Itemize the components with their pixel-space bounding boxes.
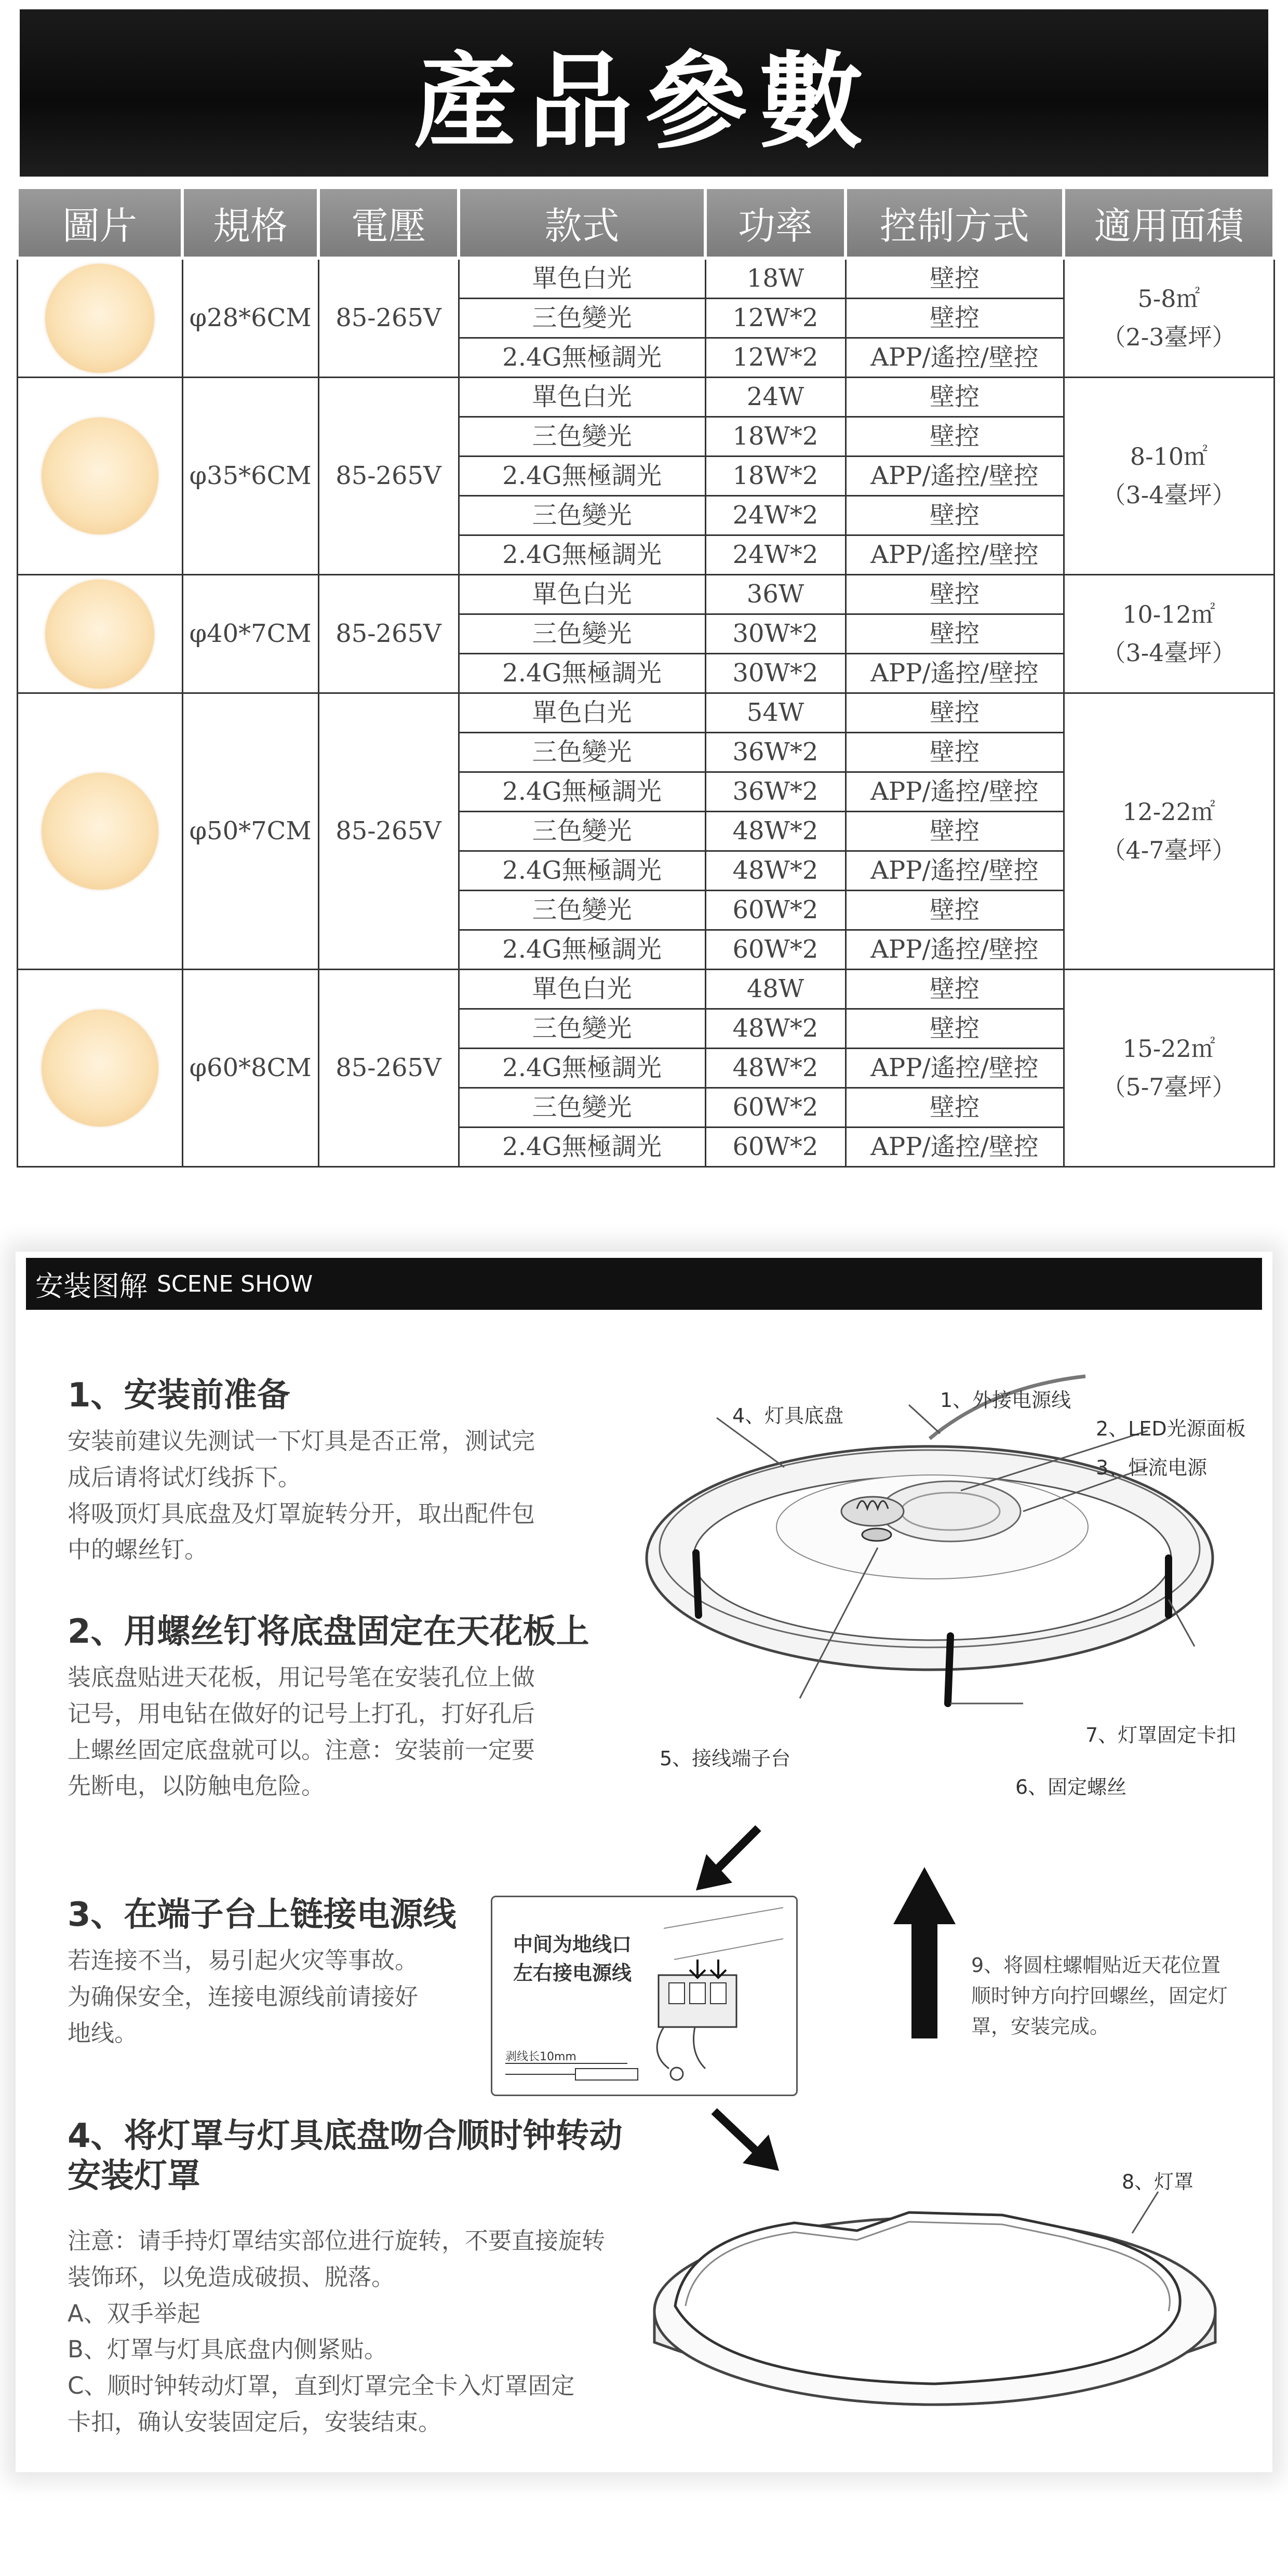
header-power: 功率 (705, 187, 846, 258)
control-cell: 壁控 (846, 970, 1064, 1009)
control-cell: APP/遙控/壁控 (846, 535, 1064, 575)
control-cell: 壁控 (846, 575, 1064, 614)
power-cell: 36W*2 (705, 733, 846, 772)
table-row (17, 970, 1274, 1009)
control-cell: APP/遙控/壁控 (846, 654, 1064, 693)
voltage-cell: 85-265V (318, 378, 459, 575)
arrow-down-left-icon (691, 1823, 769, 1896)
area-cell (1064, 258, 1274, 378)
area-ping: （2-3臺坪） (1102, 323, 1236, 351)
control-cell: 壁控 (846, 1009, 1064, 1049)
step-2-body: 装底盘贴进天花板，用记号笔在安装孔位上做 记号，用电钻在做好的记号上打孔，打好孔后 上螺丝固定底盘就可以。注意：安装前一定要 先断电，以防触电危险。 (68, 1663, 535, 1800)
area-m2: 10-12㎡ (1122, 600, 1215, 628)
lamp-thumbnail (45, 264, 154, 373)
title-banner (20, 9, 1268, 177)
power-cell: 36W*2 (705, 772, 846, 812)
area-ping: （3-4臺坪） (1102, 480, 1236, 509)
power-cell: 30W*2 (705, 654, 846, 693)
step-1-heading: 1、安装前准备 (68, 1376, 290, 1415)
product-image-cell (17, 575, 182, 693)
style-cell: 三色變光 (459, 812, 705, 851)
label-power-cable: 1、外接电源线 (940, 1389, 1071, 1412)
lamp-thumbnail (42, 1010, 158, 1126)
style-cell: 單色白光 (459, 970, 705, 1009)
style-cell: 三色變光 (459, 1009, 705, 1049)
control-cell: 壁控 (846, 891, 1064, 930)
style-cell: 三色變光 (459, 417, 705, 457)
control-cell: APP/遙控/壁控 (846, 457, 1064, 496)
control-cell: APP/遙控/壁控 (846, 851, 1064, 891)
power-cell: 12W*2 (705, 338, 846, 378)
spec-cell: φ28*6CM (182, 258, 318, 378)
spec-cell: φ60*8CM (182, 970, 318, 1167)
style-cell: 三色變光 (459, 733, 705, 772)
control-cell: APP/遙控/壁控 (846, 1128, 1064, 1167)
style-cell: 2.4G無極調光 (459, 457, 705, 496)
control-cell: 壁控 (846, 614, 1064, 654)
step-9-note: 9、将圆柱螺帽贴近天花位置 顺时钟方向拧回螺丝，固定灯 罩，安装完成。 (971, 1954, 1228, 2038)
lamp-cover-diagram (639, 2155, 1241, 2425)
style-cell: 三色變光 (459, 614, 705, 654)
area-cell (1064, 378, 1274, 575)
power-cell: 24W*2 (705, 535, 846, 575)
spec-cell: φ35*6CM (182, 378, 318, 575)
spec-cell: φ50*7CM (182, 693, 318, 970)
header-voltage: 電壓 (318, 187, 459, 258)
style-cell: 單色白光 (459, 693, 705, 733)
control-cell: 壁控 (846, 496, 1064, 535)
header-spec: 規格 (182, 187, 318, 258)
power-cell: 48W*2 (705, 1049, 846, 1088)
spec-table (16, 186, 1276, 1168)
style-cell: 2.4G無極調光 (459, 930, 705, 970)
style-cell: 2.4G無極調光 (459, 1128, 705, 1167)
style-cell: 2.4G無極調光 (459, 851, 705, 891)
style-cell: 2.4G無極調光 (459, 535, 705, 575)
area-ping: （3-4臺坪） (1102, 638, 1236, 667)
power-cell: 18W*2 (705, 457, 846, 496)
label-base-plate: 4、灯具底盘 (732, 1404, 844, 1427)
power-cell: 24W*2 (705, 496, 846, 535)
wiring-ground: 中间为地线口 (513, 1933, 632, 1956)
power-cell: 36W (705, 575, 846, 614)
style-cell: 三色變光 (459, 496, 705, 535)
power-cell: 48W*2 (705, 1009, 846, 1049)
style-cell: 單色白光 (459, 258, 705, 299)
control-cell: APP/遙控/壁控 (846, 338, 1064, 378)
label-led-panel: 2、LED光源面板 (1096, 1417, 1246, 1440)
style-cell: 單色白光 (459, 378, 705, 417)
power-cell: 24W (705, 378, 846, 417)
arrow-up-icon (888, 1867, 961, 2044)
control-cell: APP/遙控/壁控 (846, 772, 1064, 812)
control-cell: 壁控 (846, 693, 1064, 733)
power-cell: 60W*2 (705, 930, 846, 970)
area-m2: 12-22㎡ (1122, 797, 1215, 826)
area-ping: （5-7臺坪） (1102, 1072, 1236, 1101)
area-ping: （4-7臺坪） (1102, 836, 1236, 864)
area-cell (1064, 693, 1274, 970)
table-row (17, 575, 1274, 614)
power-cell: 60W*2 (705, 1088, 846, 1128)
wiring-strip-length: 剥线长10mm (505, 2050, 576, 2063)
power-cell: 48W*2 (705, 851, 846, 891)
table-header-row (17, 187, 1274, 258)
step-2-heading: 2、用螺丝钉将底盘固定在天花板上 (68, 1613, 589, 1651)
power-cell: 48W*2 (705, 812, 846, 851)
page-title: 產品參數 (413, 41, 875, 163)
install-section (16, 1252, 1272, 2472)
area-cell (1064, 970, 1274, 1167)
label-screw: 6、固定螺丝 (1015, 1776, 1127, 1799)
power-cell: 48W (705, 970, 846, 1009)
product-image-cell (17, 970, 182, 1167)
voltage-cell: 85-265V (318, 693, 459, 970)
control-cell: 壁控 (846, 733, 1064, 772)
control-cell: 壁控 (846, 1088, 1064, 1128)
install-header-bar (26, 1258, 1262, 1310)
header-control: 控制方式 (846, 187, 1064, 258)
product-image-cell (17, 693, 182, 970)
step-1-body: 安装前建议先测试一下灯具是否正常，测试完 成后请将试灯线拆下。 将吸顶灯具底盘及灯罩旋转分开，取出配件包 中的螺丝钉。 (68, 1427, 535, 1564)
area-m2: 8-10㎡ (1130, 442, 1208, 471)
wiring-box (491, 1896, 798, 2096)
power-cell: 18W*2 (705, 417, 846, 457)
voltage-cell: 85-265V (318, 575, 459, 693)
header-picture: 圖片 (17, 187, 182, 258)
lamp-thumbnail (42, 418, 158, 534)
table-row (17, 693, 1274, 733)
control-cell: 壁控 (846, 258, 1064, 299)
power-cell: 12W*2 (705, 299, 846, 338)
control-cell: 壁控 (846, 378, 1064, 417)
area-m2: 5-8㎡ (1137, 284, 1200, 313)
table-row (17, 258, 1274, 299)
terminal-block-sketch (492, 1897, 796, 2095)
style-cell: 三色變光 (459, 1088, 705, 1128)
control-cell: 壁控 (846, 299, 1064, 338)
lamp-thumbnail (42, 773, 158, 890)
table-row (17, 378, 1274, 417)
style-cell: 單色白光 (459, 575, 705, 614)
control-cell: APP/遙控/壁控 (846, 1049, 1064, 1088)
header-style: 款式 (459, 187, 705, 258)
power-cell: 60W*2 (705, 1128, 846, 1167)
label-terminal: 5、接线端子台 (660, 1747, 791, 1770)
label-driver: 3、恒流电源 (1096, 1456, 1208, 1479)
control-cell: APP/遙控/壁控 (846, 930, 1064, 970)
wiring-power: 左右接电源线 (513, 1962, 632, 1984)
style-cell: 2.4G無極調光 (459, 338, 705, 378)
style-cell: 三色變光 (459, 891, 705, 930)
step-3-body: 若连接不当，易引起火灾等事故。 为确保安全，连接电源线前请接好 地线。 (68, 1947, 419, 2047)
style-cell: 三色變光 (459, 299, 705, 338)
style-cell: 2.4G無極調光 (459, 772, 705, 812)
voltage-cell: 85-265V (318, 258, 459, 378)
step-4-heading: 4、将灯罩与灯具底盘吻合顺时钟转动 安装灯罩 (68, 2117, 623, 2195)
table-body (17, 258, 1274, 1167)
install-header-en: SCENE SHOW (157, 1270, 313, 1297)
area-cell (1064, 575, 1274, 693)
voltage-cell: 85-265V (318, 970, 459, 1167)
label-clip: 7、灯罩固定卡扣 (1085, 1724, 1237, 1747)
product-image-cell (17, 378, 182, 575)
header-area: 適用面積 (1064, 187, 1274, 258)
label-lamp-cover: 8、灯罩 (1122, 2170, 1194, 2193)
step-4-body: 注意：请手持灯罩结实部位进行旋转，不要直接旋转 装饰环，以免造成破损、脱落。 A、双手举起 B、灯罩与灯具底盘内侧紧贴。 C、顺时钟转动灯罩，直到灯罩完全卡入灯罩固定 卡扣，确认安装固定后，安装结束。 (68, 2227, 606, 2436)
power-cell: 18W (705, 258, 846, 299)
power-cell: 30W*2 (705, 614, 846, 654)
control-cell: 壁控 (846, 812, 1064, 851)
power-cell: 60W*2 (705, 891, 846, 930)
style-cell: 2.4G無極調光 (459, 1049, 705, 1088)
spec-cell: φ40*7CM (182, 575, 318, 693)
area-m2: 15-22㎡ (1122, 1034, 1215, 1063)
lamp-thumbnail (45, 580, 154, 689)
control-cell: 壁控 (846, 417, 1064, 457)
product-image-cell (17, 258, 182, 378)
style-cell: 2.4G無極調光 (459, 654, 705, 693)
power-cell: 54W (705, 693, 846, 733)
install-header-cn: 安装图解 (35, 1269, 147, 1303)
step-3-heading: 3、在端子台上链接电源线 (68, 1896, 457, 1934)
